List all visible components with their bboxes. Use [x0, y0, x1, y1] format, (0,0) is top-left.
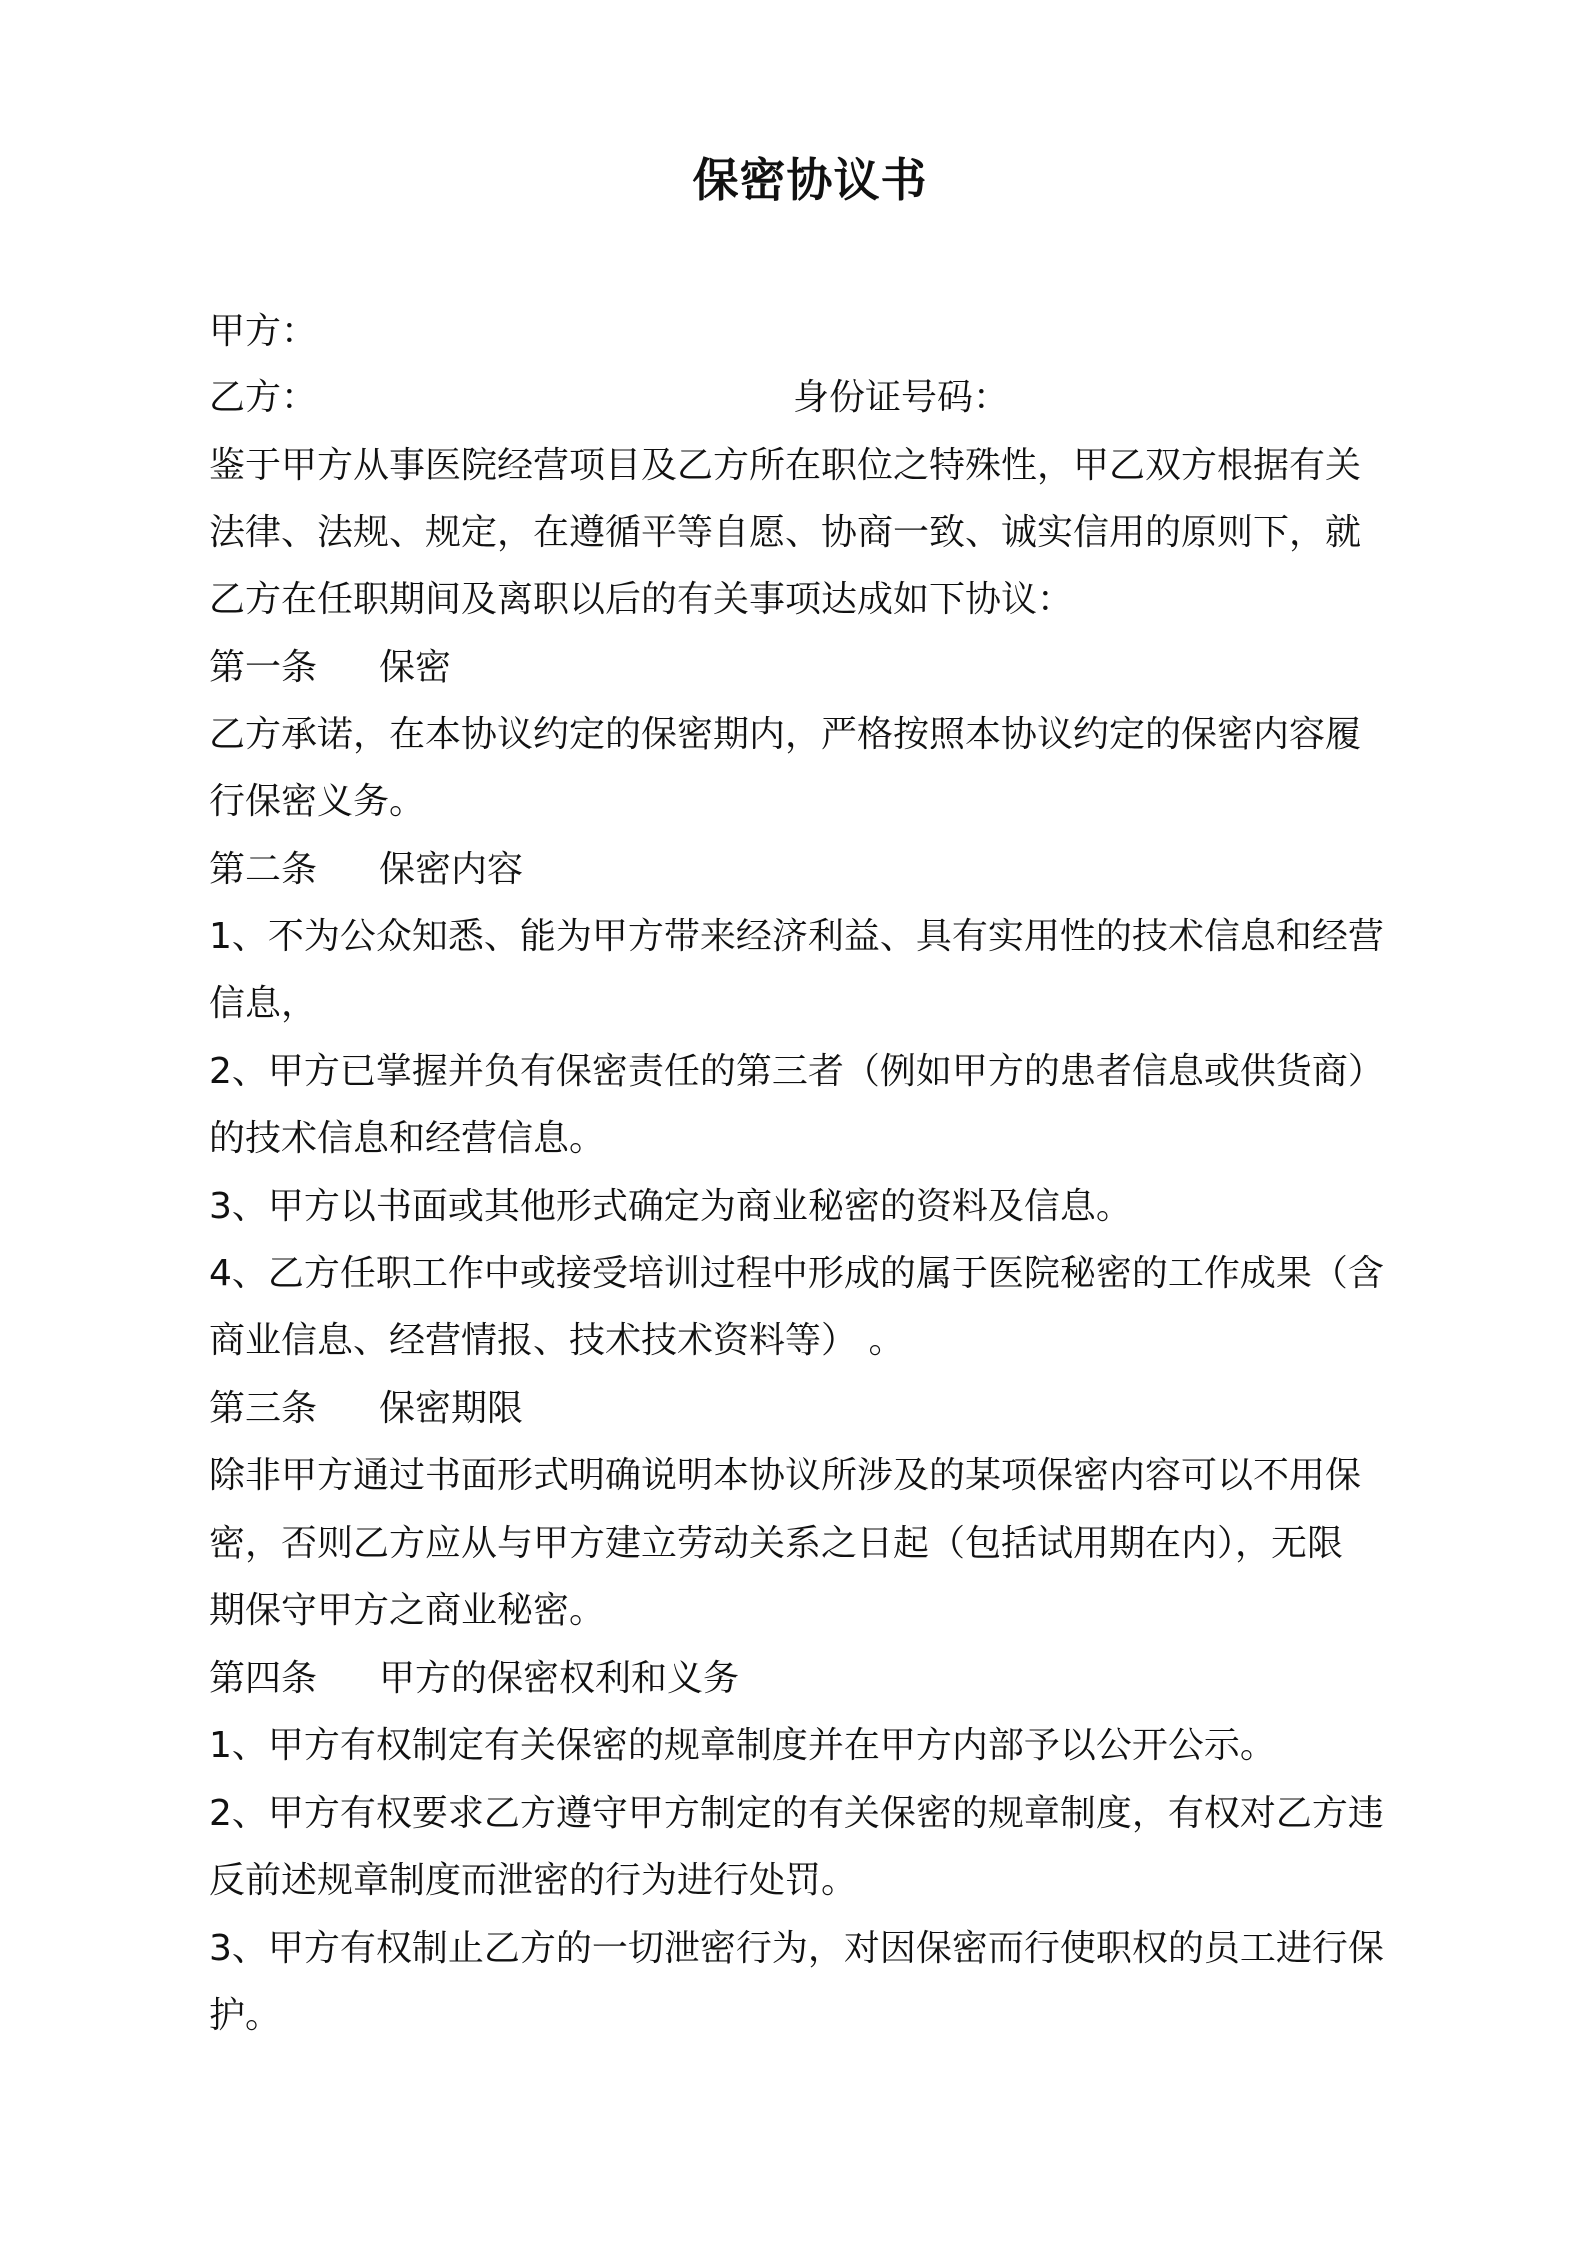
article-title: 保密期限 — [379, 1388, 524, 1429]
article-4-line: 2、甲方有权要求乙方遵守甲方制定的有关保密的规章制度，有权对乙方违 — [209, 1793, 1384, 1834]
article-4-line: 1、甲方有权制定有关保密的规章制度并在甲方内部予以公开公示。 — [209, 1725, 1276, 1766]
article-number: 第三条 — [209, 1388, 318, 1429]
article-2-line: 4、乙方任职工作中或接受培训过程中形成的属于医院秘密的工作成果（含 — [209, 1253, 1384, 1294]
article-3-line: 期保守甲方之商业秘密。 — [209, 1590, 606, 1631]
article-4-line: 反前述规章制度而泄密的行为进行处罚。 — [209, 1860, 858, 1901]
article-title: 保密 — [379, 647, 452, 688]
article-2-line: 信息， — [209, 983, 318, 1024]
article-3-line: 密，否则乙方应从与甲方建立劳动关系之日起（包括试用期在内），无限 — [209, 1523, 1344, 1564]
preamble-line: 鉴于甲方从事医院经营项目及乙方所在职位之特殊性，甲乙双方根据有关 — [209, 445, 1362, 486]
document-title: 保密协议书 — [692, 153, 928, 207]
article-number: 第二条 — [209, 849, 318, 890]
article-number: 第四条 — [209, 1658, 318, 1699]
article-3-heading — [209, 1385, 523, 1433]
party-b-label: 乙方： — [209, 377, 318, 418]
article-number: 第一条 — [209, 647, 318, 688]
article-1-line: 行保密义务。 — [209, 781, 426, 822]
article-2-line: 1、不为公众知悉、能为甲方带来经济利益、具有实用性的技术信息和经营 — [209, 916, 1384, 957]
article-2-line: 3、甲方以书面或其他形式确定为商业秘密的资料及信息。 — [209, 1186, 1132, 1227]
article-1-heading — [209, 644, 451, 692]
preamble-line: 乙方在任职期间及离职以后的有关事项达成如下协议： — [209, 579, 1074, 620]
party-a-label: 甲方： — [209, 311, 318, 352]
article-title: 甲方的保密权利和义务 — [379, 1658, 740, 1699]
article-title: 保密内容 — [379, 849, 524, 890]
article-4-line: 3、甲方有权制止乙方的一切泄密行为，对因保密而行使职权的员工进行保 — [209, 1928, 1384, 1969]
article-3-line: 除非甲方通过书面形式明确说明本协议所涉及的某项保密内容可以不用保 — [209, 1455, 1362, 1496]
article-2-line: 商业信息、经营情报、技术技术资料等） 。 — [209, 1320, 905, 1361]
article-2-line: 2、甲方已掌握并负有保密责任的第三者（例如甲方的患者信息或供货商） — [209, 1051, 1384, 1092]
article-4-line: 护。 — [209, 1995, 282, 2036]
article-4-heading — [209, 1655, 739, 1703]
article-2-heading — [209, 846, 523, 894]
preamble-line: 法律、法规、规定，在遵循平等自愿、协商一致、诚实信用的原则下，就 — [209, 512, 1362, 553]
id-number-label: 身份证号码： — [793, 377, 1010, 418]
article-1-line: 乙方承诺，在本协议约定的保密期内，严格按照本协议约定的保密内容履 — [209, 714, 1362, 755]
article-2-line: 的技术信息和经营信息。 — [209, 1118, 606, 1159]
